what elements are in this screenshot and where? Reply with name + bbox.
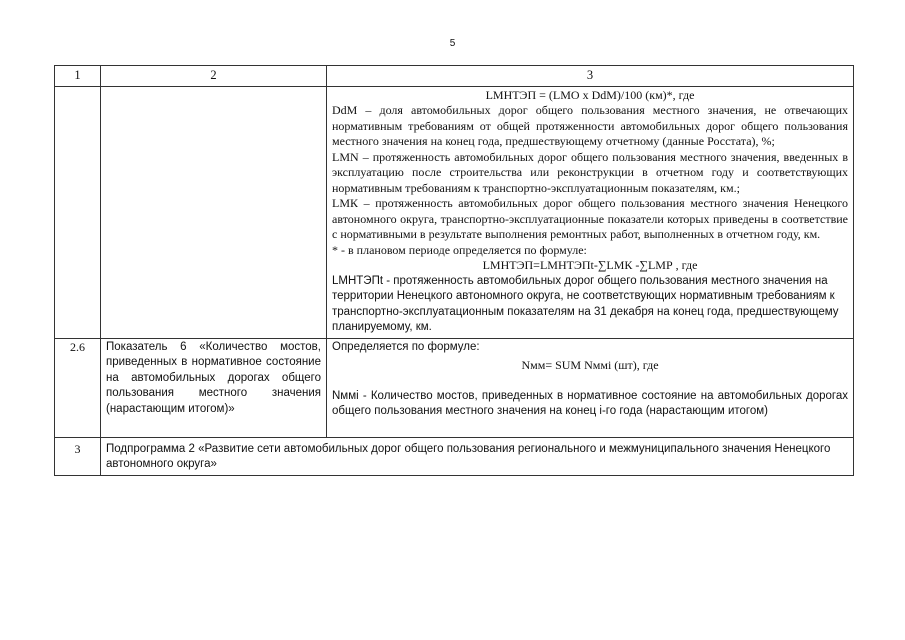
table-row-3 <box>55 437 854 475</box>
row-2-6-desc: Nммi - Количество мостов, приведенных в нормативное состояние на автомобильных дорогах общего пользования местного значения на конец i-го года (нарастающим итогом) <box>332 389 848 417</box>
table-header-row <box>55 66 854 87</box>
formula-main: LМНТЭП = (LМО x DdМ)/100 (км)*, где <box>485 87 695 102</box>
spacer <box>332 420 848 435</box>
row-name-cell <box>101 86 327 338</box>
definition-ddm: DdМ – доля автомобильных дорог общего пользования местного значения, не отвечающих нормативным требованиям от общей протяженности автомобильных дорог общего пользования местного значения на конец года, предшествующему отчетному (данные Росстата), %; <box>332 103 848 148</box>
header-col-3: 3 <box>327 66 854 87</box>
definition-lmk: LМК – протяженность автомобильных дорог общего пользования местного значения Ненецкого автономного округа, транспортно-эксплуатационные показатели которых приведены в соответствие с нормативными в результате выполнения ремонтных работ, выполненных в отчетном году, км. <box>332 196 848 241</box>
row-3-text: Подпрограмма 2 «Развитие сети автомобильных дорог общего пользования регионального и межмуниципального значения Ненецкого автономного округа» <box>101 437 854 475</box>
row-2-6-intro: Определяется по формуле: <box>332 340 480 353</box>
plan-note: * - в плановом периоде определяется по формуле: <box>332 242 587 257</box>
table-row-2-6 <box>55 338 854 437</box>
definition-lmntept: LМНТЭПt - протяженность автомобильных дорог общего пользования местного значения на территории Ненецкого автономного округа, не соответствующих нормативным требованиям к транспортно-эксплуатационным показателям на 31 декабря на конец года, предшествующему планируемому, км. <box>332 274 839 333</box>
page-number: 5 <box>449 38 456 49</box>
header-col-2: 2 <box>101 66 327 87</box>
header-col-1: 1 <box>55 66 101 87</box>
row-2-6-name: Показатель 6 «Количество мостов, приведенных в нормативное состояние на автомобильных дорогах общего пользования местного значения (нарастающим итогом)» <box>101 338 327 437</box>
definition-lmn: LМN – протяженность автомобильных дорог общего пользования местного значения, введенных в эксплуатацию после строительства или реконструкции в отчетном году и соответствующих нормативным требованиям к транспортно-эксплуатационным показателям, км.; <box>332 149 848 195</box>
row-method-cell <box>327 86 854 338</box>
row-2-6-num: 2.6 <box>55 338 101 437</box>
table-row-continued <box>55 86 854 338</box>
formula-plan: LМНТЭП=LМНТЭПt-∑LМК -∑LМР , где <box>482 258 698 272</box>
row-num-cell <box>55 86 101 338</box>
spacer <box>332 374 848 389</box>
indicator-table <box>54 65 854 476</box>
row-2-6-method <box>327 338 854 437</box>
row-2-6-formula: Nмм= SUM Nммi (шт), где <box>521 358 659 372</box>
row-3-num: 3 <box>55 437 101 475</box>
